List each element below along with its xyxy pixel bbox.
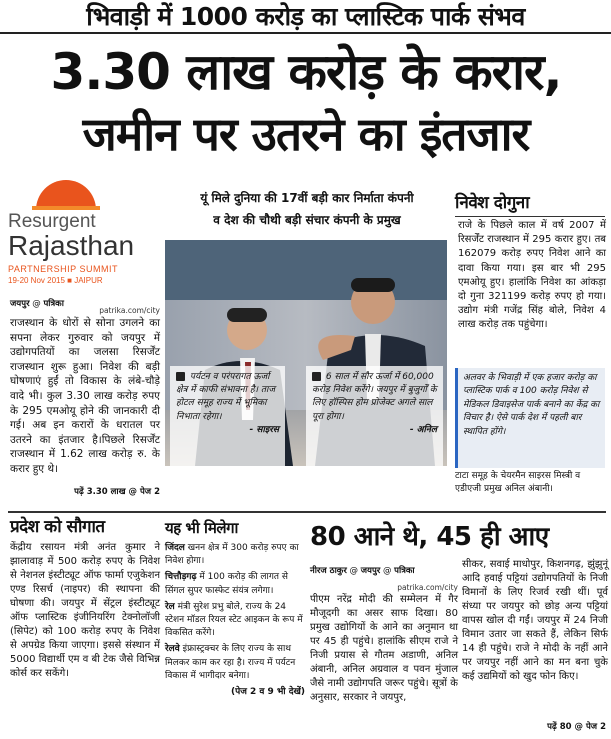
- caption-cyrus: पर्यटन व परंपरागत ऊर्जा क्षेत्र में काफी संभावना है। ताज होटल समूह राज्य में भूमिका निभाता रहेगा। - साइरस: [170, 366, 285, 466]
- assi-body-left: पीएम नरेंद्र मोदी की सम्मेलन में गैर मौजूदगी का असर साफ दिखा। 80 प्रमुख उद्योगियों के आने का अनुमान था पर 45 ही पहुंचे। हालांकि सीएम राजे ने निजी प्रयास से गौतम अडाणी, अनिल अंबानी, अनिल अग्रवाल व पवन मुंजाल जैसे नामी उद्योगपति जरूर पहुंचे। सूत्रों के अनुसार, सरकार ने जयपुर,: [310, 594, 458, 703]
- photo-kicker: यूं मिले दुनिया की 17वीं बड़ी कार निर्माता कंपनी व देश की चौथी बड़ी संचार कंपनी के प्रमुख: [200, 191, 414, 227]
- logo-word-rajasthan: Rajasthan: [8, 230, 135, 261]
- top-banner-headline: भिवाड़ी में 1000 करोड़ का प्लास्टिक पार्क संभव: [0, 0, 611, 34]
- pradesh-title: प्रदेश को सौगात: [10, 517, 105, 537]
- main-headline-line1: 3.30 लाख करोड़ के करार,: [50, 43, 562, 101]
- yah-bhi-title: यह भी मिलेगा: [165, 519, 238, 537]
- pradesh-body: केंद्रीय रसायन मंत्री अनंत कुमार ने झालावाड़ में 500 करोड़ रुपए के निवेश से नेशनल इंस्टीट्यूट ऑफ फार्मा एजुकेशन एण्ड रिसर्च (नाइपर) की स्थापना की घोषणा की। जयपुर में सेंट्रल इंस्टीट्यूट ऑफ प्लास्टिक इंजीनियरिंग टेक्नोलॉजी (सिपेट) को 100 करोड़ रुपए के निवेश से अपग्रेड किया जाएगा। इससे संस्थान में 5000 विद्यार्थी एम व बी टेक जैसे विभिन्न कोर्स कर सकेंगे।: [10, 542, 160, 679]
- assi-title: 80 आने थे, 45 ही आए: [310, 522, 549, 552]
- logo-word-resurgent: Resurgent: [8, 211, 96, 232]
- assi-body-right: सीकर, सवाई माधोपुर, किशनगढ़, झुंझुनूं आदि हवाई पट्टियां उद्योगपतियों के निजी विमानों के लिए रिजर्व रखी थीं। पूर्व संध्या पर जयपुर को छोड़ अन्य पट्टियां वापस खोल दी गईं। जयपुर में 24 निजी विमान उतार जा सकते हैं, लेकिन सिर्फ 14 ही पहुंचे। राजे ने मोदी के नहीं आने पर जयपुर नहीं आने का मन बना चुके कई उद्यमियों को खुद फोन किए।: [462, 559, 608, 682]
- list-item: रेल मंत्री सुरेश प्रभु बोले, राज्य के 24 स्टेशन मॉडल रियल स्टेट आइकन के रूप में विकसित करेंगे।: [165, 601, 303, 639]
- list-item: रेलवे इंफ्रास्ट्रक्चर के लिए राज्य के साथ मिलकर काम कर रहा है। राज्य में पर्यटन विकास में भागीदार बनेगा।: [165, 644, 296, 681]
- assi-byline: नीरज ठाकुर @ जयपुर @ पत्रिका: [310, 566, 415, 576]
- main-byline: जयपुर @ पत्रिका: [10, 299, 64, 309]
- quote-icon: [312, 372, 321, 381]
- photo-credit-caption: टाटा समूह के चेयरमैन साइरस मिस्त्री व एडीएजी प्रमुख अनिल अंबानी।: [455, 471, 581, 494]
- main-story-continued: पढ़ें 3.30 लाख @ पेज 2: [74, 487, 160, 497]
- main-source: patrika.com/city: [99, 306, 160, 315]
- logo-tag-summit: PARTNERSHIP SUMMIT: [8, 264, 119, 274]
- nivesh-title: निवेश दोगुना: [455, 193, 530, 213]
- yah-bhi-list: जिंदल खनन क्षेत्र में 300 करोड़ रुपए का निवेश होगा। चित्तौड़गढ़ में 100 करोड़ की लागत से सिंगल सुपर फास्फेट संयंत्र लगेगा। रेल मंत्री सुरेश प्रभु बोले, राज्य के 24 स्टेशन मॉडल रियल स्टेट आइकन के रूप में विकसित करेंगे। रेलवे इंफ्रास्ट्रक्चर के लिए राज्य के साथ मिलकर काम कर रहा है। राज्य में पर्यटन विकास में भागीदार बनेगा। (पेज 2 व 9 भी देखें): [165, 543, 305, 698]
- logo-tag-date: 19-20 Nov 2015 ■ JAIPUR: [8, 276, 103, 285]
- assi-continued: पढ़ें 80 @ पेज 2: [547, 722, 606, 732]
- nivesh-body: राजे के पिछले काल में वर्ष 2007 में रिसर्जेंट राजस्थान में 295 करार हुए। तब 162079 करोड़ रुपए निवेश आने का दावा किया गया। इस बार भी 295 एमओयू हुए। हालांकि निवेश का आंकड़ा दो गुना 321199 करोड़ रुपए हो गया। उद्योग मंत्री गजेंद्र सिंह बोले, निवेश 4 लाख करोड़ तक पहुंचेगा।: [458, 220, 606, 331]
- caption-anil: 6 साल में सौर ऊर्जा में 60,000 करोड़ निवेश करेंगे। जयपुर में बुजुर्गों के लिए हॉस्पिस होम प्रोजेक्ट अगले साल पूरा होगा। - अनिल: [306, 366, 443, 466]
- alwar-infobox: अलवर के भिवाड़ी में एक हजार करोड़ का प्लास्टिक पार्क व 100 करोड़ निवेश से मेडिकल डिवाइसेज पार्क बनाने का केंद्र का विचार है। ऐसे पार्क देश में पहली बार स्थापित होंगे।: [455, 368, 605, 468]
- main-headline-line2: जमीन पर उतरने का इंतजार: [82, 107, 530, 161]
- list-item: जिंदल खनन क्षेत्र में 300 करोड़ रुपए का निवेश होगा।: [165, 543, 299, 567]
- quote-icon: [176, 372, 185, 381]
- main-story-body: राजस्थान के धोरों से सोना उगलने का सपना लेकर गुरुवार को जयपुर में उद्योगपतियों का जलसा रिसर्जेंट राजस्थान शुरू हुआ। निवेश की बड़ी घोषणाएं हुईं तो विकास के लंबे-चौड़े वादे भी। कुल 3.30 लाख करोड़ रुपए के 295 एमओयू होने की जानकारी दी गई। अब इन करारों के धरातल पर उतरने का इंतजार है।पिछले रिसर्जेंट राजस्थान में 1.62 लाख करोड़ रु. के करार हुए थे।: [10, 317, 160, 475]
- assi-source: patrika.com/city: [397, 583, 458, 592]
- resurgent-rajasthan-logo: [4, 178, 154, 290]
- list-item: चित्तौड़गढ़ में 100 करोड़ की लागत से सिंगल सुपर फास्फेट संयंत्र लगेगा।: [165, 572, 288, 596]
